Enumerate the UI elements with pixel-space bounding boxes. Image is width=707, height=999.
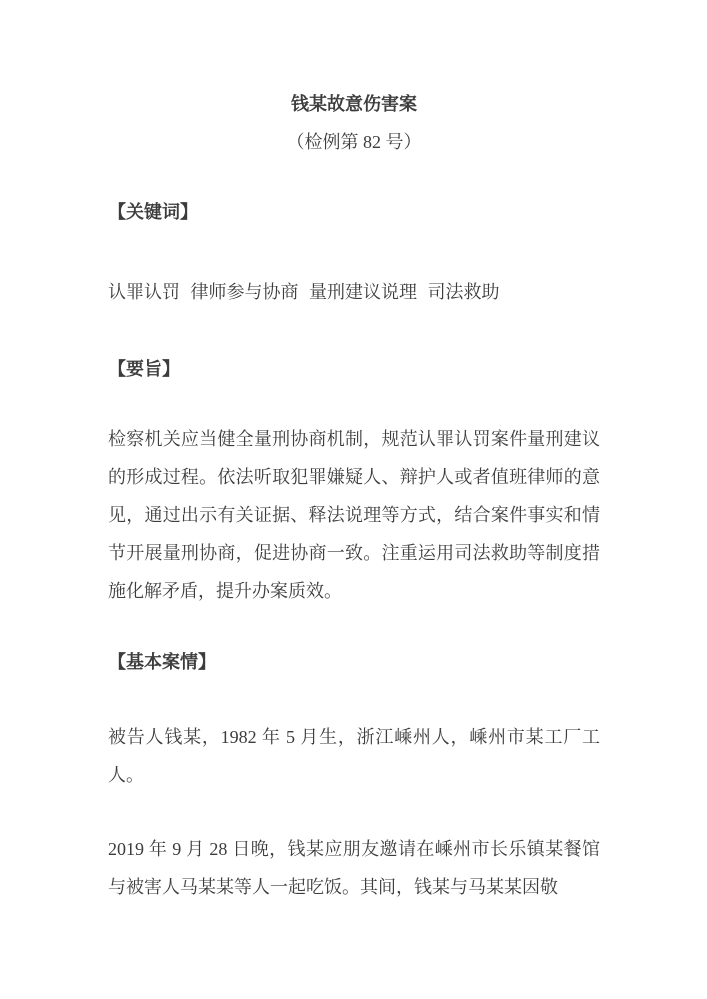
case-number: （检例第 82 号） — [286, 132, 422, 152]
facts-heading: 【基本案情】 — [108, 652, 216, 672]
facts-paragraph: 被告人钱某，1982 年 5 月生，浙江嵊州人，嵊州市某工厂工人。 — [108, 727, 600, 785]
keywords-heading: 【关键词】 — [108, 202, 198, 222]
keywords-text: 认罪认罚 律师参与协商 量刑建议说理 司法救助 — [108, 282, 500, 302]
summary-paragraph: 检察机关应当健全量刑协商机制，规范认罪认罚案件量刑建议的形成过程。依法听取犯罪嫌疑人、辩护人或者值班律师的意见，通过出示有关证据、释法说理等方式，结合案件事实和情节开展量刑协商，促进协商一致。注重运用司法救助等制度措施化解矛盾，提升办案质效。 — [108, 429, 600, 601]
facts-paragraph: 2019 年 9 月 28 日晚，钱某应朋友邀请在嵊州市长乐镇某餐馆与被害人马某某等人一起吃饭。其间，钱某与马某某因敬 — [108, 839, 600, 897]
summary-heading: 【要旨】 — [108, 359, 180, 379]
case-title: 钱某故意伤害案 — [291, 94, 417, 114]
